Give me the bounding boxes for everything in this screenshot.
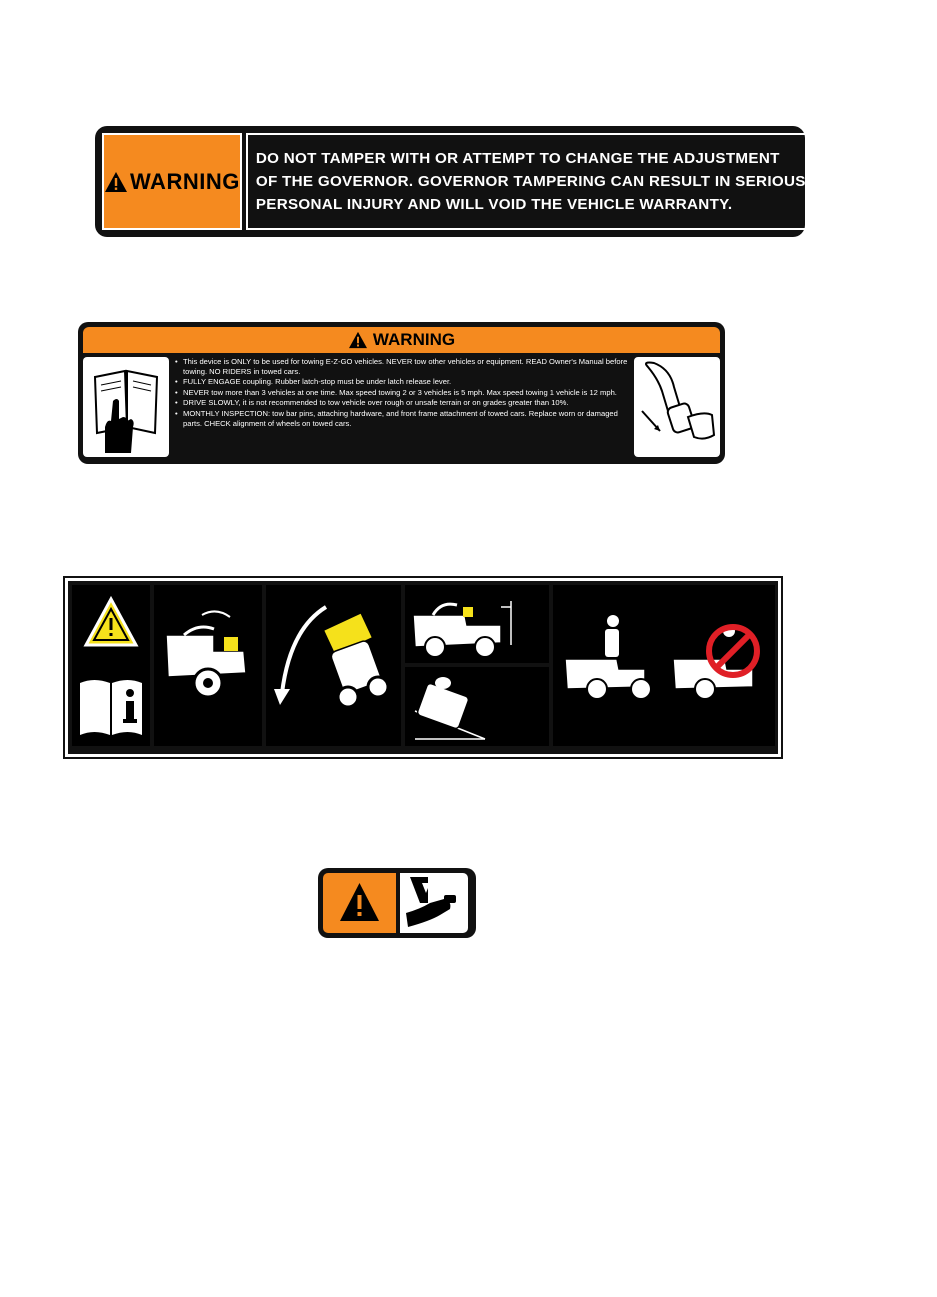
warning-message bbox=[246, 133, 808, 230]
tow-hitch-icon bbox=[634, 357, 720, 457]
pictogram-safety-label bbox=[63, 576, 783, 759]
read-manual-icon bbox=[83, 357, 169, 457]
bullet-item: • This device is ONLY to be used for towing E-Z-GO vehicles. NEVER tow other vehicles or equipment. READ Owner's Manual before towing. NO RIDERS in towed cars. bbox=[175, 357, 628, 376]
no-riders-icon bbox=[553, 585, 775, 746]
towing-warning-label bbox=[78, 322, 725, 464]
tip-over-panel bbox=[266, 585, 401, 746]
warning-triangle-icon bbox=[348, 331, 368, 349]
bullet-item: • MONTHLY INSPECTION: tow bar pins, attaching hardware, and front frame attachment of towed cars. Replace worn or damaged parts. CHECK alignment of wheels on towed cars. bbox=[175, 409, 628, 428]
warning-bullets bbox=[169, 357, 634, 457]
signal-word: WARNING bbox=[130, 168, 240, 194]
cart-hitch-icon bbox=[154, 585, 262, 746]
warning-signal-panel bbox=[102, 133, 242, 230]
message-line: DO NOT TAMPER WITH OR ATTEMPT TO CHANGE THE ADJUSTMENT bbox=[255, 150, 780, 167]
cart-slope-icon bbox=[405, 667, 549, 746]
message-line: PERSONAL INJURY AND WILL VOID THE VEHICLE WARRANTY. bbox=[255, 196, 733, 213]
hitch-cart-panel bbox=[154, 585, 262, 746]
no-riders-panel bbox=[553, 585, 775, 746]
cart-icon bbox=[405, 585, 549, 663]
message-line: OF THE GOVERNOR. GOVERNOR TAMPERING CAN RESULT IN SERIOUS bbox=[255, 173, 806, 190]
alert-panel bbox=[323, 873, 396, 933]
bullet-item: • NEVER tow more than 3 vehicles at one time. Max speed towing 2 or 3 vehicles is 5 mph. Max speed towing 1 vehicle is 12 mph. bbox=[175, 388, 628, 398]
alert-panel bbox=[72, 585, 150, 746]
tip-over-icon bbox=[266, 585, 401, 746]
warning-triangle-icon bbox=[104, 171, 128, 193]
hand-pinch-icon bbox=[400, 873, 468, 933]
signal-word: WARNING bbox=[372, 330, 456, 349]
cart-level-panel bbox=[405, 585, 549, 663]
warning-triangle-icon bbox=[323, 873, 396, 933]
manual-info-icon bbox=[72, 663, 150, 743]
cart-slope-panel bbox=[405, 667, 549, 746]
warning-triangle-icon bbox=[72, 593, 150, 663]
bullet-item: • FULLY ENGAGE coupling. Rubber latch-stop must be under latch release lever. bbox=[175, 377, 628, 387]
pinch-hazard-label bbox=[318, 868, 476, 938]
governor-warning-label bbox=[95, 126, 805, 237]
bullet-item: • DRIVE SLOWLY, it is not recommended to tow vehicle over rough or unsafe terrain or on grades greater than 10%. bbox=[175, 398, 628, 408]
warning-header bbox=[83, 327, 720, 353]
